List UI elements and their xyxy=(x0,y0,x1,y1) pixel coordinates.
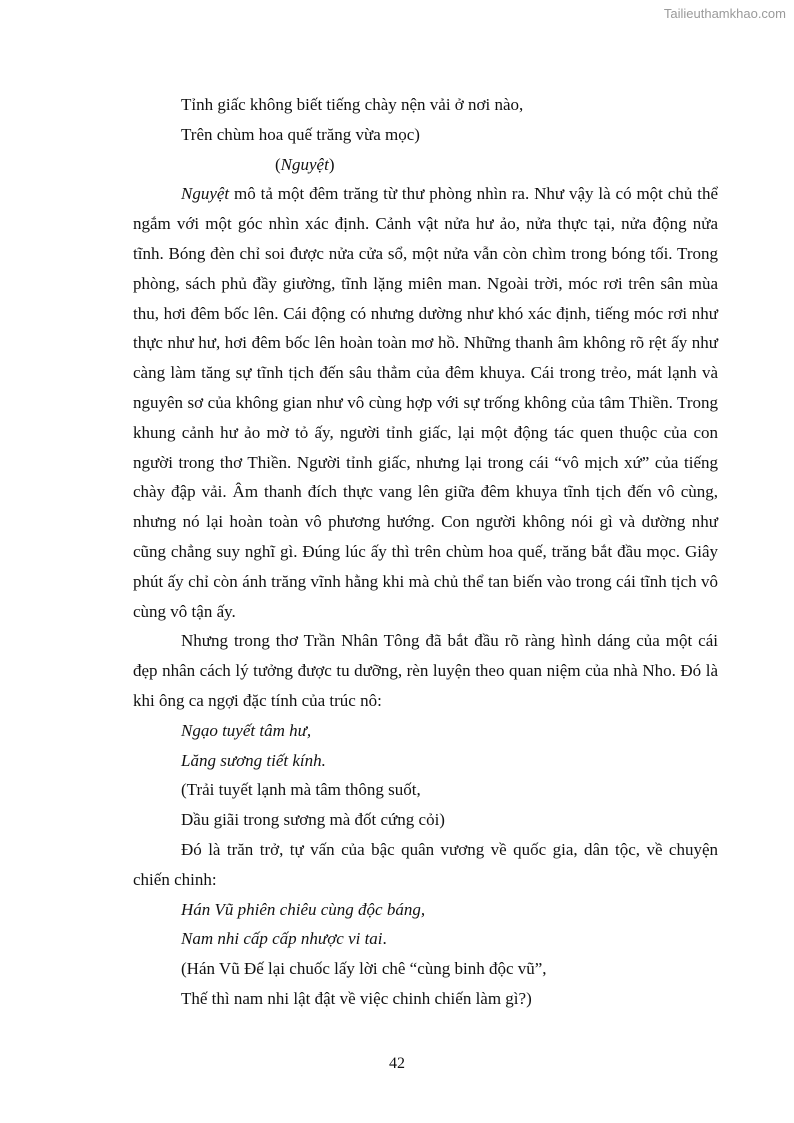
poem-line: Trên chùm hoa quế trăng vừa mọc) xyxy=(181,124,420,144)
paragraph-text: mô tả một đêm trăng từ thư phòng nhìn ra. Như vậy là có một chủ thể ngắm với một góc nhìn xác định. Cảnh vật nửa hư ảo, nửa thực tại, nửa động nửa tĩnh. Bóng đèn chỉ soi được nửa cửa sổ, một nửa vẫn còn chìm trong bóng tối. Trong phòng, sách phủ đầy giường, tĩnh lặng miên man. Ngoài trời, móc rơi trên sân mùa thu, hơi đêm bốc lên. Cái động có nhưng dường như khó xác định, tiếng móc rơi như thực như hư, hơi đêm bốc lên hoàn toàn mơ hồ. Những thanh âm không rõ rệt ấy như càng làm tăng sự tĩnh tịch đến sâu thẳm của đêm khuya. Cái trong trẻo, mát lạnh và nguyên sơ của không gian như vô cùng hợp với sự trống không của tâm Thiền. Trong khung cảnh hư ảo mờ tỏ ấy, người tỉnh giấc, lại một động tác quen thuộc của con người trong thơ Thiền. Người tỉnh giấc, nhưng lại trong cái “vô mịch xứ” của tiếng chày đập vải. Âm thanh đích thực vang lên giữa đêm khuya tĩnh tịch đến vô cùng, nhưng nó lại hoàn toàn vô phương hướng. Con người không nói gì và dường như cũng chẳng suy nghĩ gì. Đúng lúc ấy thì trên chùm hoa quế, trăng bắt đầu mọc. Giây phút ấy chỉ còn ánh trăng vĩnh hằng khi mà chủ thể tan biến vào trong cái tĩnh tịch vô cùng vô tận ấy. xyxy=(133,184,718,621)
poem-line: Hán Vũ phiên chiêu cùng độc báng, xyxy=(181,899,426,919)
paragraph: Đó là trăn trở, tự vấn của bậc quân vương về quốc gia, dân tộc, về chuyện chiến chinh: xyxy=(133,839,718,889)
poem-line: Lăng sương tiết kính. xyxy=(181,750,326,770)
poem-translation-line: (Trải tuyết lạnh mà tâm thông suốt, xyxy=(181,780,421,800)
poem-translation-line: (Hán Vũ Đế lại chuốc lấy lời chê “cùng binh độc vũ”, xyxy=(181,959,547,979)
poem-line-end: . xyxy=(382,929,387,949)
paragraph-lead-title: Nguyệt xyxy=(181,184,230,204)
paragraph: Nhưng trong thơ Trần Nhân Tông đã bắt đầu rõ ràng hình dáng của một cái đẹp nhân cách lý tưởng được tu dưỡng, rèn luyện theo quan niệm của nhà Nho. Đó là khi ông ca ngợi đặc tính của trúc nô: xyxy=(133,631,718,710)
poem-translation-line: Dầu giãi trong sương mà đốt cứng cỏi) xyxy=(181,810,445,830)
poem-source-title: Nguyệt xyxy=(280,154,329,174)
poem-line-text: Nam nhi cấp cấp nhược vi tai xyxy=(181,929,383,949)
poem-line: Ngạo tuyết tâm hư, xyxy=(181,720,312,740)
poem-line xyxy=(133,924,718,954)
paragraph xyxy=(133,179,718,626)
poem-line: Tỉnh giấc không biết tiếng chày nện vải ở nơi nào, xyxy=(181,95,524,114)
watermark: Tailieuthamkhao.com xyxy=(663,6,786,21)
poem-translation-line: Thế thì nam nhi lật đật về việc chinh chiến làm gì?) xyxy=(181,988,532,1008)
page-number: 42 xyxy=(389,1055,405,1072)
document-body xyxy=(133,90,718,1014)
poem-source: (Nguyệt) xyxy=(275,154,335,174)
